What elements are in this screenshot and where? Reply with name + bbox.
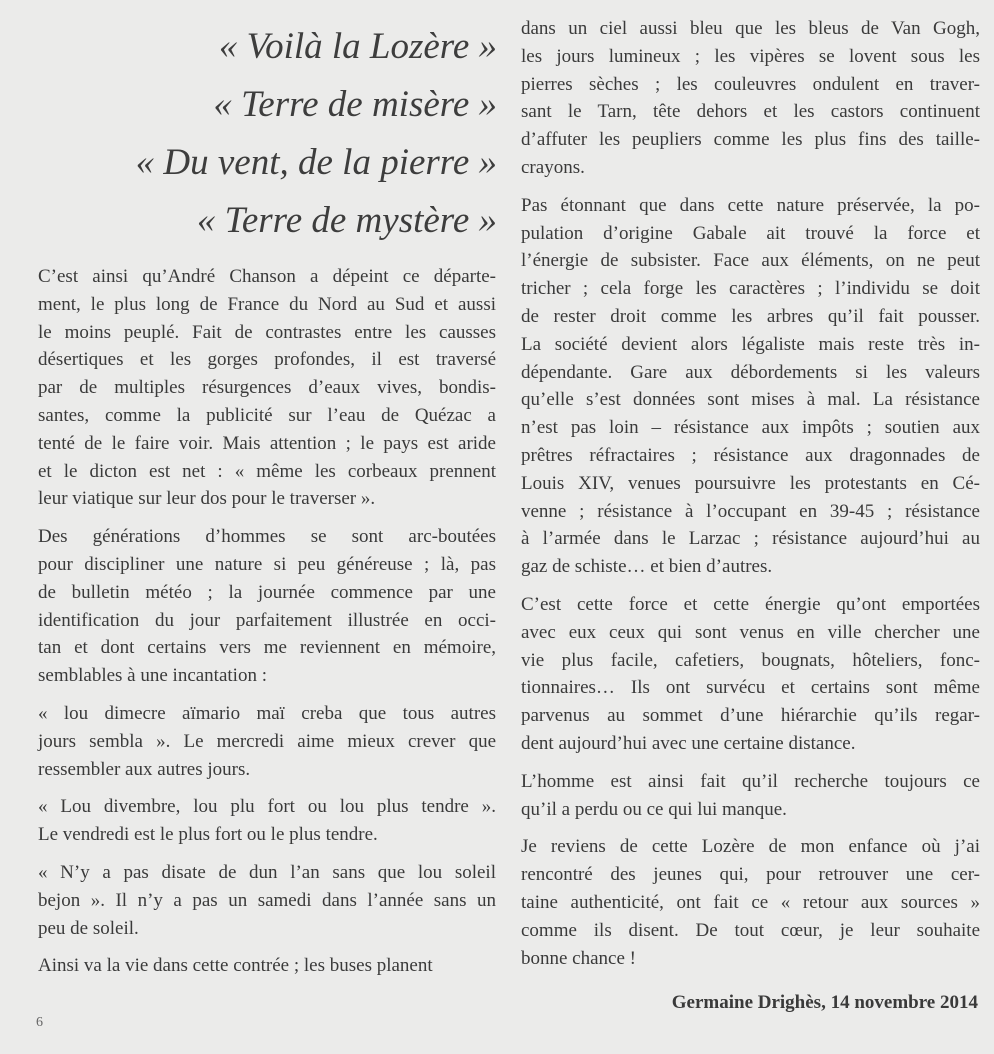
paragraph [38, 523, 496, 690]
paragraph [38, 952, 496, 980]
text-line: avec eux ceux qui sont venus en ville chercher une [521, 621, 980, 643]
text-line: par de multiples résurgences d’eaux vives, bondis- [38, 377, 496, 399]
text-line: d’affuter les peupliers comme les plus fins des taille- [521, 129, 980, 151]
text-line: C’est cette force et cette énergie qu’ont emportées [521, 593, 980, 615]
text-line: Louis XIV, venues poursuivre les protestants en Cé- [521, 472, 980, 494]
paragraph [38, 793, 496, 849]
text-line: l’énergie de subsister. Face aux éléments, on ne peut [521, 250, 980, 272]
paragraph [521, 591, 980, 758]
text-line: prêtres réfractaires ; résistance aux dragonnades de [521, 444, 980, 466]
text-line: qu’elle s’est données sont mises à mal. La résistance [521, 389, 980, 411]
text-line: pierres sèches ; les couleuvres ondulent en traver- [521, 73, 980, 95]
text-line: « Lou divembre, lou plu fort ou lou plus tendre ». [38, 796, 496, 818]
text-line: pour discipliner une nature si peu généreuse ; là, pas [38, 553, 496, 575]
text-line: jours sembla ». Le mercredi aime mieux crever que [38, 730, 496, 752]
paragraph [521, 768, 980, 824]
text-line: ressembler aux autres jours. [38, 758, 251, 780]
paragraph [521, 15, 980, 182]
text-line: de bulletin météo ; la journée commence par une [38, 581, 496, 603]
text-line: tricher ; cela forge les caractères ; l’individu se doit [521, 278, 980, 300]
text-line: taine authenticité, ont fait ce « retour aux sources » [521, 891, 980, 913]
text-line: rencontré des jeunes qui, pour retrouver une cer- [521, 864, 980, 886]
text-line: dépendante. Gare aux débordements si les valeurs [521, 361, 980, 383]
text-line: venne ; résistance à l’occupant en 39-45 ; résistance [521, 500, 980, 522]
text-line: tan et dont certains vers me reviennent en mémoire, [38, 637, 496, 659]
text-line: dent aujourd’hui avec une certaine distance. [521, 732, 856, 754]
text-line: Des générations d’hommes se sont arc-boutées [38, 526, 496, 548]
paragraph [521, 192, 980, 581]
text-line: semblables à une incantation : [38, 665, 267, 687]
text-line: et le dicton est net : « même les corbeaux prennent [38, 460, 496, 482]
text-line: Je reviens de cette Lozère de mon enfance où j’ai [521, 836, 980, 858]
paragraph [38, 859, 496, 942]
left-column [38, 263, 496, 990]
text-line: C’est ainsi qu’André Chanson a dépeint ce départe- [38, 266, 496, 287]
text-line: peu de soleil. [38, 917, 139, 939]
text-line: L’homme est ainsi fait qu’il recherche toujours ce [521, 770, 980, 792]
text-line: pulation d’origine Gabale ait trouvé la force et [521, 222, 980, 244]
text-line: n’est pas loin – résistance aux impôts ; soutien aux [521, 417, 980, 439]
text-line: parvenus au sommet d’une hiérarchie qu’ils regar- [521, 705, 980, 727]
poem-heading: « Terre de mystère » [196, 200, 497, 241]
paragraph [521, 833, 980, 972]
text-line: Pas étonnant que dans cette nature préservée, la po- [521, 194, 980, 216]
text-line: de rester droit comme les arbres qu’il fait pousser. [521, 305, 980, 327]
text-line: ment, le plus long de France du Nord au Sud et aussi [38, 293, 496, 315]
signature: Germaine Drighès, 14 novembre 2014 [671, 992, 978, 1013]
text-line: « N’y a pas disate de dun l’an sans que lou soleil [38, 861, 496, 883]
text-line: tionnaires… Ils ont survécu et certains sont même [521, 677, 980, 699]
text-line: le moins peuplé. Fait de contrastes entre les causses [38, 321, 496, 343]
text-line: à l’armée dans le Larzac ; résistance aujourd’hui au [521, 528, 980, 550]
text-line: « lou dimecre aïmario maï creba que tous autres [38, 702, 496, 724]
text-line: identification du jour parfaitement illustrée en occi- [38, 609, 496, 631]
paragraph [38, 700, 496, 783]
text-line: gaz de schiste… et bien d’autres. [521, 556, 773, 578]
poem-heading: « Voilà la Lozère » [218, 26, 497, 67]
text-line: leur viatique sur leur dos pour le traverser ». [38, 488, 376, 510]
text-line: dans un ciel aussi bleu que les bleus de Van Gogh, [521, 18, 980, 39]
text-line: comme ils disent. De tout cœur, je leur souhaite [521, 919, 980, 941]
text-line: Ainsi va la vie dans cette contrée ; les buses planent [38, 955, 433, 977]
text-line: bonne chance ! [521, 947, 636, 969]
right-column [521, 15, 980, 982]
text-line: La société devient alors légaliste mais reste très in- [521, 333, 980, 355]
text-line: désertiques et les gorges profondes, il est traversé [38, 349, 496, 371]
text-line: bejon ». Il n’y a pas un samedi dans l’année sans un [38, 889, 496, 911]
page-number: 6 [36, 1015, 43, 1030]
text-line: les jours lumineux ; les vipères se lovent sous les [521, 45, 980, 67]
text-line: Le vendredi est le plus fort ou le plus tendre. [38, 824, 378, 846]
poem-heading: « Du vent, de la pierre » [135, 142, 497, 183]
text-line: tenté de le faire voir. Mais attention ; le pays est aride [38, 432, 496, 454]
text-line: vie plus facile, cafetiers, bougnats, hôteliers, fonc- [521, 649, 980, 671]
poem-heading: « Terre de misère » [213, 84, 497, 125]
text-line: crayons. [521, 156, 585, 178]
paragraph [38, 263, 496, 513]
text-line: sant le Tarn, tête dehors et les castors continuent [521, 101, 980, 123]
text-line: santes, comme la publicité sur l’eau de Quézac a [38, 404, 496, 426]
poem-headings [30, 18, 497, 250]
text-line: qu’il a perdu ou ce qui lui manque. [521, 798, 787, 820]
